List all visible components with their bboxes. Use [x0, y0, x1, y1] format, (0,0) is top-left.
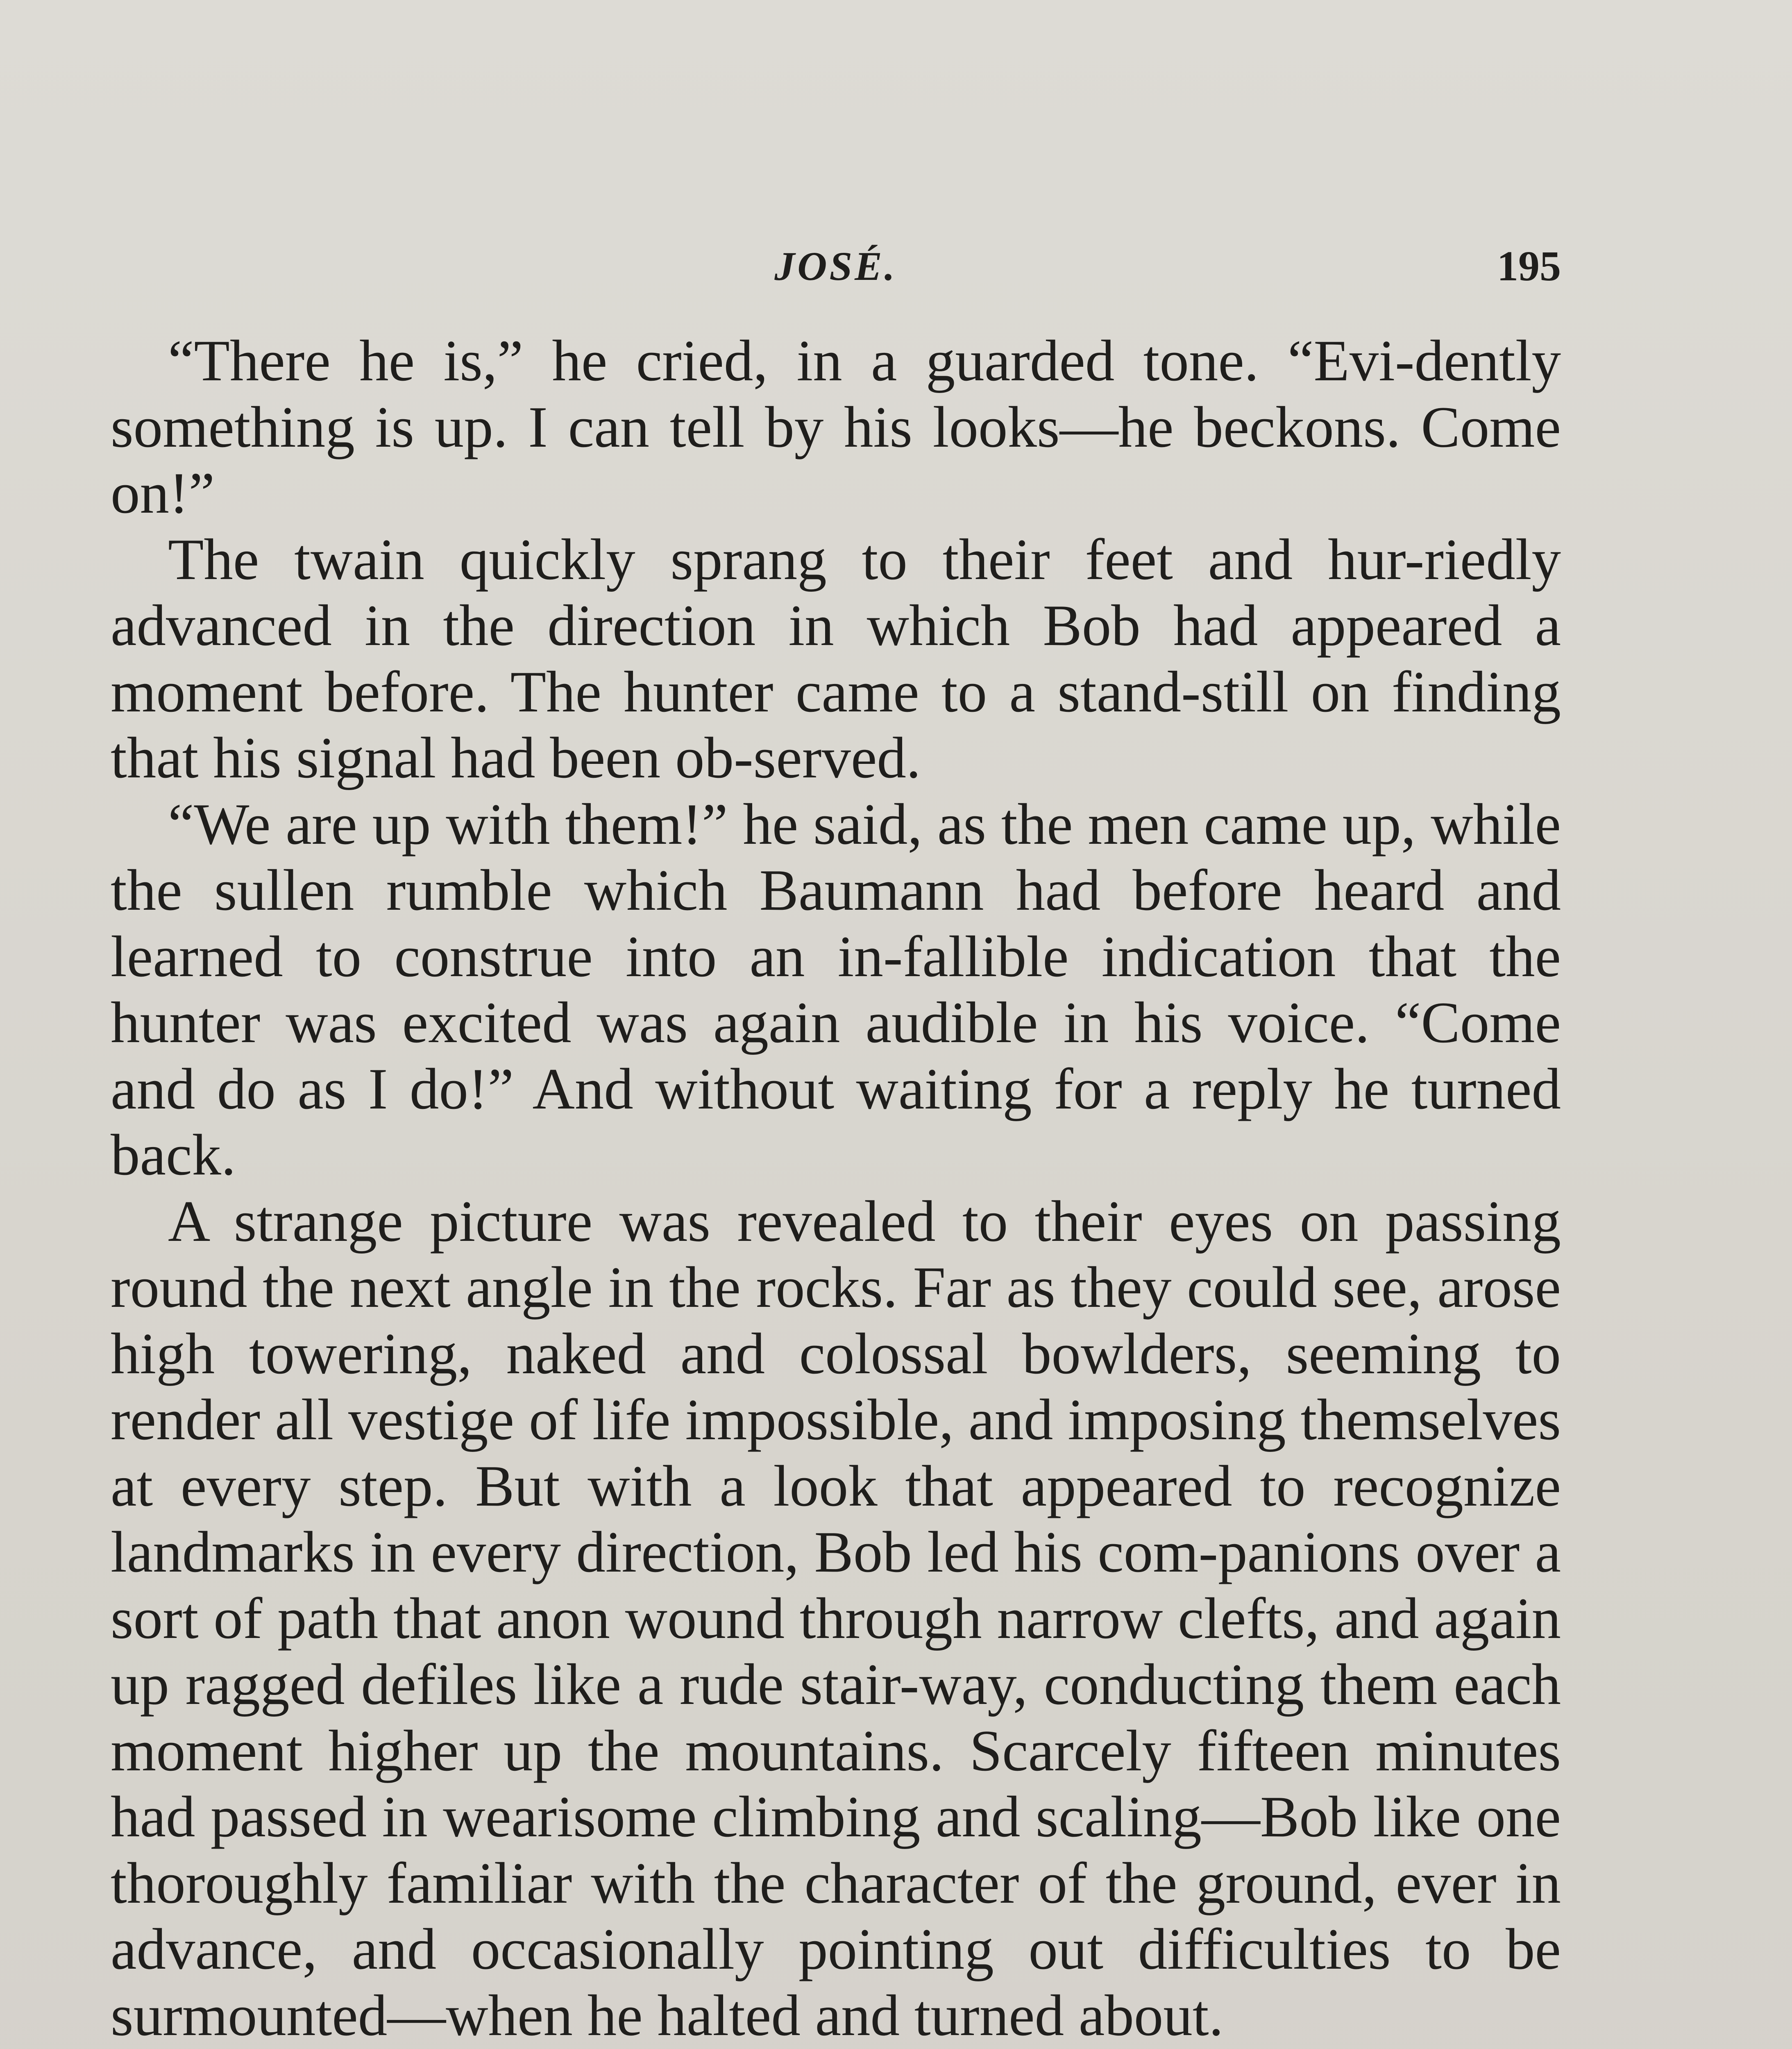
paragraph-4: A strange picture was revealed to their eyes on passing round the next angle in the rocks. Far as they could see, arose high towering, naked and colossal bowlders, seeming to render all vestige of life impossible, and imposing themselves at every step. But with a look that appeared to recognize landmarks in every direction, Bob led his com-panions over a sort of path that anon wound through narrow clefts, and again up ragged defiles like a rude stair-way, conducting them each moment higher up the mountains. Scarcely fifteen minutes had passed in wearisome climbing and scaling—Bob like one thoroughly familiar with the character of the ground, ever in advance, and occasionally pointing out difficulties to be surmounted—when he halted and turned about. — [111, 1188, 1561, 2048]
paragraph-1: “There he is,” he cried, in a guarded tone. “Evi-dently something is up. I can tell by his looks—he beckons. Come on!” — [111, 328, 1561, 525]
body-text — [111, 328, 1561, 2049]
running-head — [111, 229, 1561, 303]
paragraph-2: The twain quickly sprang to their feet and hur-riedly advanced in the direction in which Bob had appeared a moment before. The hunter came to a stand-still on finding that his signal had been ob-served. — [111, 527, 1561, 790]
running-title: JOSÉ. — [774, 243, 897, 289]
page-number: 195 — [1497, 243, 1561, 290]
paragraph-3: “We are up with them!” he said, as the men came up, while the sullen rumble which Baumann had before heard and learned to construe into an in-fallible indication that the hunter was excited was again audible in his voice. “Come and do as I do!” And without waiting for a reply he turned back. — [111, 791, 1561, 1187]
